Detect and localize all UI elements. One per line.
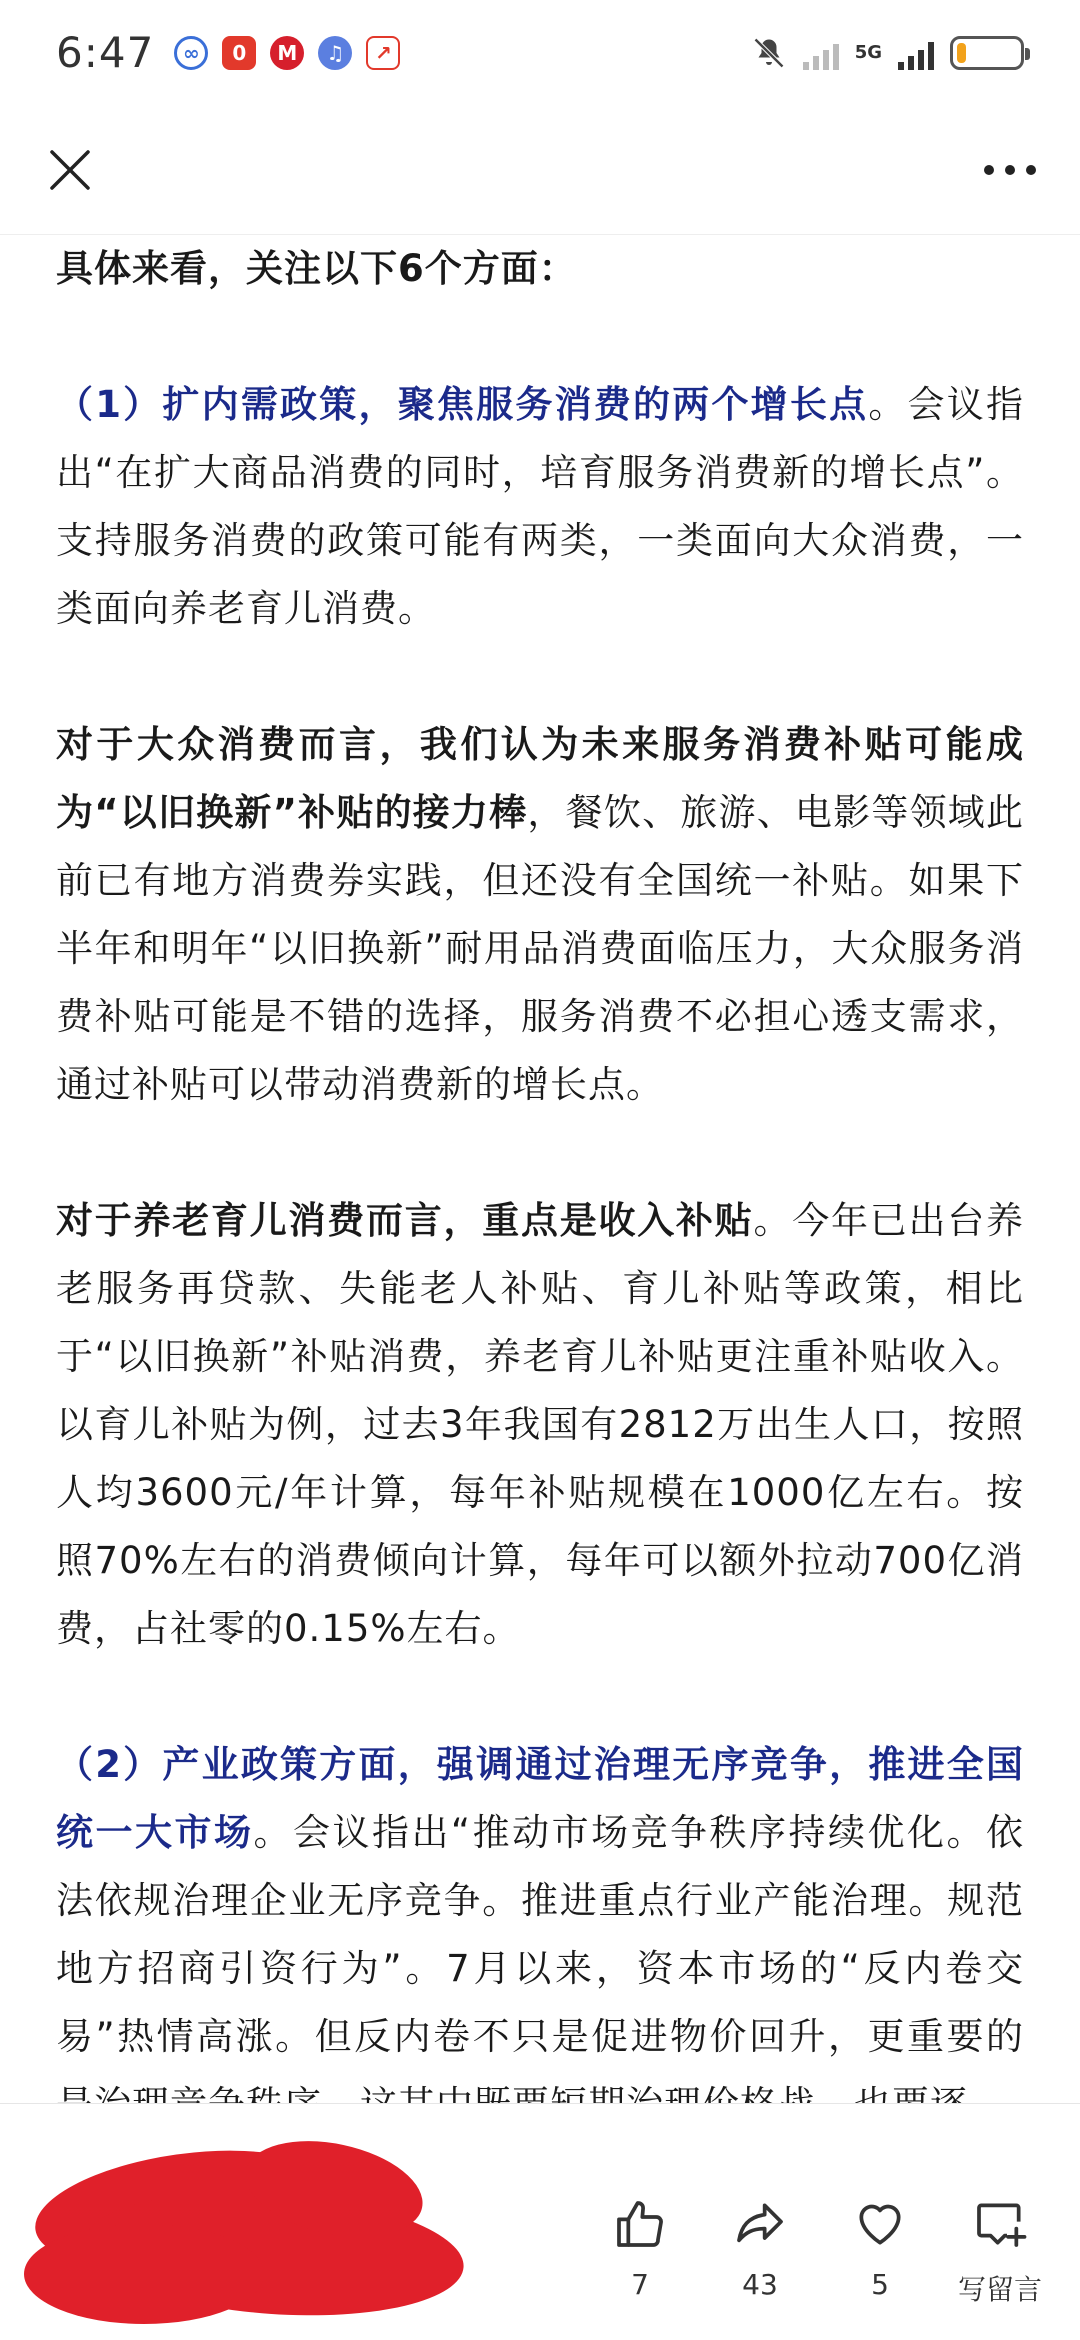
comment-label: 写留言	[957, 2273, 1042, 2306]
favorite-button[interactable]	[825, 2194, 935, 2324]
signal-empty-icon	[803, 36, 839, 70]
like-button[interactable]	[585, 2194, 695, 2324]
battery-icon	[950, 36, 1024, 70]
comment-add-icon	[972, 2196, 1028, 2252]
notification-icons	[174, 36, 400, 70]
article-paragraph-3	[56, 1187, 1024, 1663]
signal-icon	[898, 36, 934, 70]
heart-icon	[852, 2196, 908, 2252]
article-lead: 具体来看，关注以下6个方面：	[56, 247, 577, 290]
paragraph-2-bold: 对于大众消费而言，我们认为未来服务消费补贴可能成为“以旧换新”补贴的接力棒	[56, 723, 1024, 834]
paragraph-1-text: 。会议指出“在扩大商品消费的同时，培育服务消费新的增长点”。支持服务消费的政策可能有两类，一类面向大众消费，一类面向养老育儿消费。	[56, 383, 1024, 630]
share-icon	[732, 2196, 788, 2252]
bottom-bar	[0, 2103, 1080, 2340]
app-blue-icon: ∞	[174, 36, 208, 70]
status-right	[751, 35, 1024, 71]
status-time: 6:47	[56, 28, 155, 77]
section-heading-2: （2）产业政策方面，强调通过治理无序竞争，推进全国统一大市场	[56, 1743, 1024, 1854]
bank-icon: M	[270, 36, 304, 70]
share-count: 43	[742, 2268, 778, 2301]
article-paragraph-2	[56, 711, 1024, 1119]
music-icon: ♫	[318, 36, 352, 70]
battery-level	[957, 43, 966, 63]
share-button[interactable]	[705, 2194, 815, 2324]
close-icon	[48, 148, 92, 192]
thumbs-up-icon	[612, 2196, 668, 2252]
favorite-count: 5	[871, 2268, 889, 2301]
paragraph-2-text: ，餐饮、旅游、电影等领域此前已有地方消费券实践，但还没有全国统一补贴。如果下半年和明年“以旧换新”耐用品消费面临压力，大众服务消费补贴可能是不错的选择，服务消费不必担心透支需求，通过补贴可以带动消费新的增长点。	[56, 791, 1024, 1106]
status-bar	[0, 0, 1080, 105]
section-heading-1: （1）扩内需政策，聚焦服务消费的两个增长点	[56, 383, 869, 426]
app-red-icon: 0	[222, 36, 256, 70]
redacted-author[interactable]	[24, 2124, 464, 2324]
close-button[interactable]	[34, 134, 106, 206]
action-buttons	[585, 2194, 1055, 2324]
stock-icon: ↗	[366, 36, 400, 70]
paragraph-3-bold: 对于养老育儿消费而言，重点是收入补贴	[56, 1199, 754, 1242]
paragraph-4-text: 。会议指出“推动市场竞争秩序持续优化。依法依规治理企业无序竞争。推进重点行业产能治理。规范地方招商引资行为”。7月以来，资本市场的“反内卷交易”热情高涨。但反内卷不只是促进物价回升，更重要的	[56, 1811, 1024, 2058]
article-paragraph-4	[56, 1731, 1024, 2139]
network-label: 5G	[854, 41, 882, 63]
comment-button[interactable]	[945, 2194, 1055, 2324]
like-count: 7	[631, 2268, 649, 2301]
article-paragraph-1	[56, 371, 1024, 643]
article-body	[0, 235, 1080, 2103]
more-dots-icon	[982, 163, 1038, 177]
more-button[interactable]	[974, 134, 1046, 206]
top-nav	[0, 105, 1080, 235]
paragraph-3-text: 。今年已出台养老服务再贷款、失能老人补贴、育儿补贴等政策，相比于“以旧换新”补贴消费，养老育儿补贴更注重补贴收入。以育儿补贴为例，过去3年我国有2812万出生人口，按照人均3600元/年计算，每年补贴规模在1000亿左右。按照70%左右的消费倾向计算，每年可以额外拉动700亿消费，占社零的0.15%左右。	[56, 1199, 1024, 1650]
mute-bell-icon	[751, 35, 787, 71]
